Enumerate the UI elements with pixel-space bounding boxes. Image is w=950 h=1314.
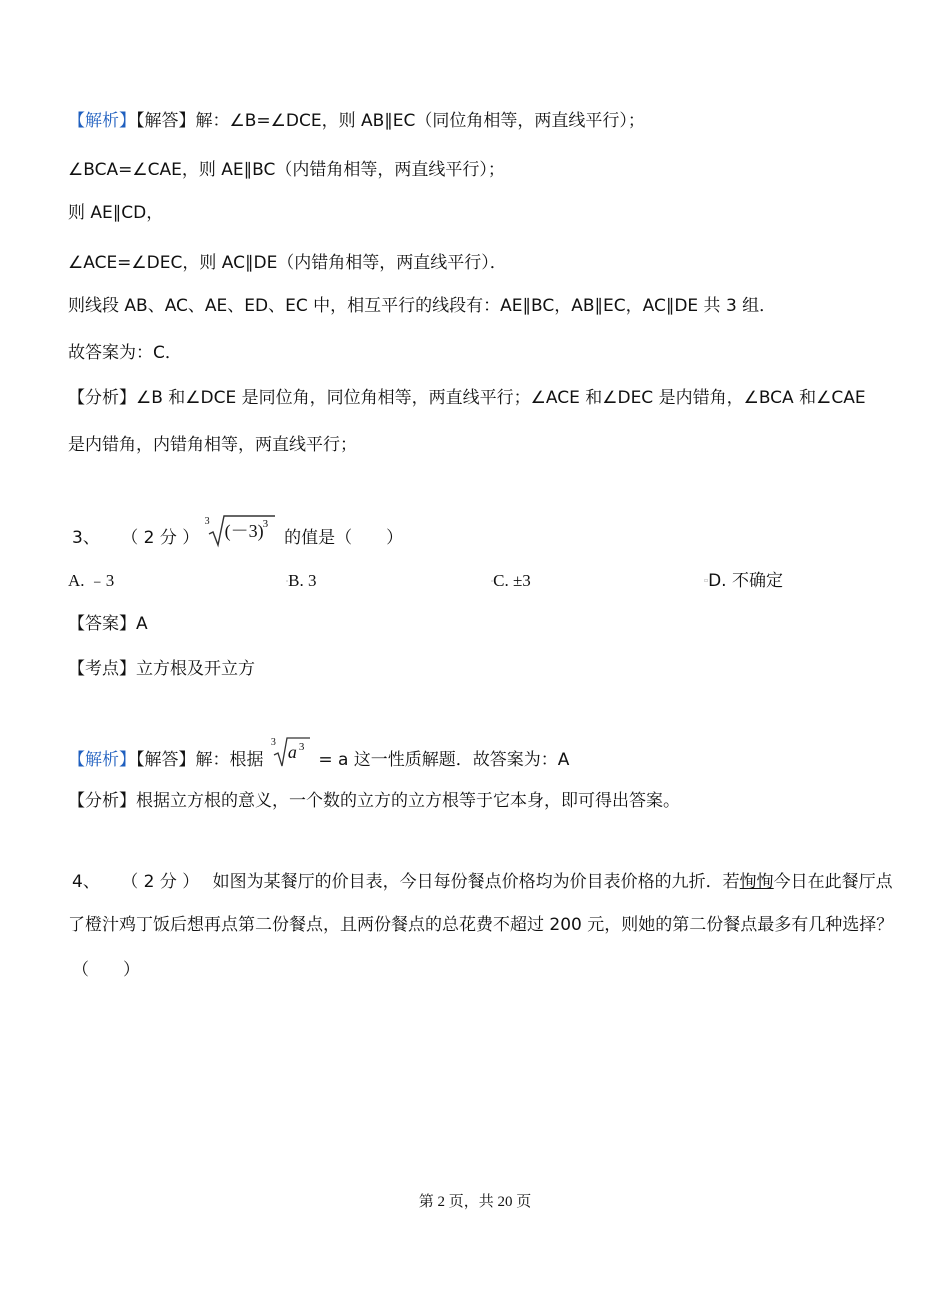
q3-option-b-text: B. 3: [288, 571, 317, 590]
q3-answer: 【答案】A: [68, 614, 148, 634]
q3-option-d-text: D. 不确定: [708, 571, 783, 591]
q2-answer-line: 故答案为：C．: [68, 343, 182, 363]
q3-stem-tail: 的值是（ ）: [284, 528, 404, 548]
q3-option-a: A. ﹣3: [68, 571, 115, 590]
q3-number: 3、: [72, 528, 100, 548]
q2-jiexi-tag: 【解析】: [68, 111, 136, 131]
page-footer: 第 2 页，共 20 页: [418, 1194, 532, 1210]
q3-formula-exponent: 3: [298, 741, 305, 753]
q3-analysis: 【分析】根据立方根的意义，一个数的立方的立方根等于它本身，即可得出答案。: [68, 791, 680, 811]
q3-jieda-suffix: = a 这一性质解题．故答案为：A: [318, 750, 570, 770]
q2-solution-line3: 则 AE∥CD，: [68, 203, 164, 223]
q3-stem: [72, 516, 404, 556]
q3-solution-line: [68, 737, 570, 777]
q4-stem-line2: 了橙汁鸡丁饭后想再点第二份餐点，且两份餐点的总花费不超过 200 元，则她的第二份餐点最多有几种选择？: [68, 915, 894, 935]
q4-stem-line1: [72, 870, 893, 894]
q2-analysis-line2: 是内错角，内错角相等，两直线平行；: [68, 435, 357, 455]
q3-jieda-prefix: 【解答】解：根据: [136, 750, 264, 770]
q3-score: （ 2 分 ）: [121, 528, 200, 548]
q3-radical-index: 3: [204, 516, 210, 527]
q4-number: 4、: [72, 872, 100, 892]
q4-score: （ 2 分 ）: [121, 872, 200, 892]
q3-option-c-text: C. ±3: [493, 571, 531, 590]
q4-answer-blank: （ ）: [72, 960, 140, 980]
q3-radicand: (－3): [224, 521, 264, 541]
q3-jiexi-tag: 【解析】: [68, 750, 136, 770]
q3-option-c: ▫C. ±3: [491, 571, 531, 590]
q3-formula: [269, 735, 313, 769]
q2-analysis-line1: 【分析】∠B 和∠DCE 是同位角，同位角相等，两直线平行；∠ACE 和∠DEC 是内错角，∠BCA 和∠CAE: [68, 388, 866, 408]
q2-solution-line4: ∠ACE=∠DEC，则 AC∥DE（内错角相等，两直线平行）．: [68, 253, 507, 273]
q3-option-d: ▫D. 不确定: [704, 571, 783, 591]
q2-solution-line2: ∠BCA=∠CAE，则 AE∥BC（内错角相等，两直线平行）；: [68, 160, 505, 180]
q2-solution-line5: 则线段 AB、AC、AE、ED、EC 中，相互平行的线段有：AE∥BC，AB∥EC，AC∥DE 共 3 组．: [68, 296, 777, 316]
q4-stem-text-a: 如图为某餐厅的价目表，今日每份餐点价格均为价目表价格的九折．若: [212, 872, 740, 892]
q2-jieda-text: 【解答】解：∠B=∠DCE，则 AB∥EC（同位角相等，两直线平行）；: [136, 111, 645, 131]
q3-radical-expression: [205, 512, 277, 548]
q3-formula-base: a: [287, 742, 297, 762]
q3-radicand-exponent: 3: [262, 518, 269, 530]
q3-option-b: ▫B. 3: [286, 571, 317, 590]
q4-stem-text-b: 今日在此餐厅点: [773, 872, 893, 892]
q4-person-name: 恂恂: [739, 872, 774, 892]
q3-formula-index: 3: [270, 737, 276, 748]
q2-solution-line1: [68, 109, 645, 133]
q3-knowledge-point: 【考点】立方根及开立方: [68, 659, 255, 679]
